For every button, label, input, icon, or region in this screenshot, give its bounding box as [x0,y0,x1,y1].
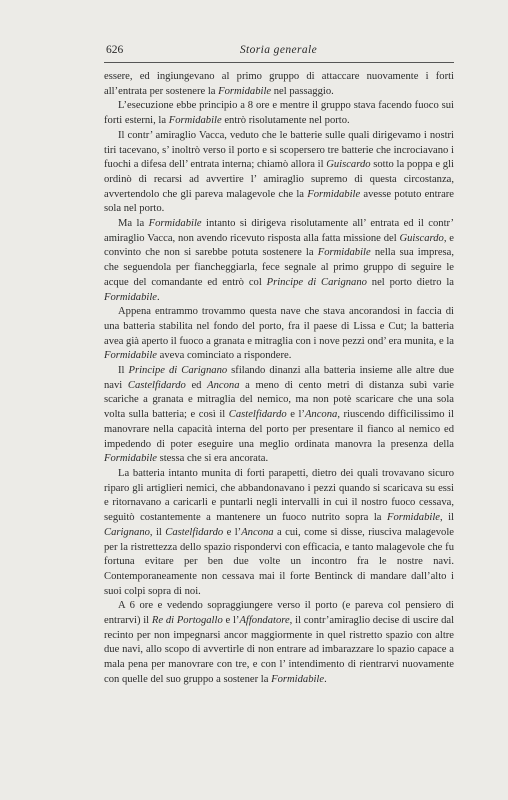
text-run: aveva cominciato a rispondere. [156,350,292,362]
ship-name: Formidabile [387,512,440,524]
page-number: 626 [106,44,124,56]
ship-name: Formidabile [148,218,202,230]
header-rule [104,62,454,63]
ship-name: Formidabile [307,188,361,200]
ship-name: Guiscardo [326,159,371,171]
text-run: , e convinto che non si sarebbe potuta sostenere la [104,232,455,259]
text-run: stessa che si era ancorata. [156,453,269,465]
text-run: La batteria intanto munita di forti parapetti, dietro dei quali trovavano sicuro riparo gli artiglieri nemici, che abbandonavano i pezzi quando si scaricava su essi e ritornavano a caricarli e puntarli negli intervalli in cui il nostro fuoco cessava, seguitò costantemente a mantenere un fuoco nutrito sopra la [104,467,454,524]
text-run: essere, ed ingiungevano al primo gruppo di attaccare nuovamente i forti all’entrata per sostenere la [104,71,454,97]
ship-name: Principe di Carignano [266,276,367,288]
paragraph [104,599,454,687]
ship-name: Castelfidardo [228,409,287,421]
text-run: e l’ [222,615,240,627]
text-run: Appena entrammo trovammo questa nave che stava ancorandosi in faccia di una batteria stabilita nel fondo del porto, fra il paese di Lissa e Cut; la batteria avea già aperto il fuoco a granata e mitraglia con i nove pezzi ond’ era munita, e la [104,306,454,347]
ship-name: Principe di Carignano [128,365,228,377]
ship-name: Re di Portogallo [151,615,223,627]
text-run: L’esecuzione ebbe principio a 8 ore e mentre il gruppo stava facendo fuoco sui forti esterni, la [104,100,454,127]
text-run: nel porto dietro la [366,276,454,288]
ship-name: Ancona [207,379,240,391]
text-run: . [156,291,160,303]
ship-name: Ancona [304,409,338,421]
text-run: a cui, come si disse, riusciva malagevole per la ristrettezza dello spazio rispondervi con efficacia, e tanto malagevole che fu fortuna evitare per ben due volte un incontro fra le nostre navi. Contemporaneamente non cessava mai il forte Bentinck di mandare dall’alto i suoi colpi sopra di noi. [104,526,454,597]
paragraph [104,467,454,599]
text-run: entrò risolutamente nel porto. [221,115,350,127]
paragraph [104,364,454,467]
ship-name: Carignano [104,526,150,538]
text-run: nella sua impresa, che seguendola per fiancheggiarla, fece segnale al primo gruppo di seguire le acque del comandante ed entrò col [104,247,454,288]
ship-name: Formidabile [317,247,371,259]
text-run: ed [185,379,208,391]
ship-name: Castelfidardo [165,526,224,538]
ship-name: Formidabile [104,350,157,362]
page-header [106,44,451,60]
paragraph [104,99,454,128]
ship-name: Formidabile [104,291,157,303]
ship-name: Ancona [241,526,274,538]
body-text [104,70,454,688]
text-run: A 6 ore e vedendo sopraggiungere verso il porto (e pareva col pensiero di entrarvi) il [104,600,454,627]
text-run: , il [439,512,454,524]
ship-name: Affondatore [239,615,290,627]
running-title: Storia generale [239,44,318,56]
text-run: Ma la [118,218,149,230]
paragraph [104,129,454,217]
text-run: sfilando dinanzi alla batteria insieme alle altre due navi [104,365,455,391]
text-run: , il [149,526,166,538]
text-run: , riuscendo difficilissimo il manovrare nella capacità interna del porto per presentare il fianco al nemico ed impedendo di poter eseguire una meglio ordinata manovra la presenza della [104,409,454,450]
paragraph [104,217,454,305]
paragraph [104,305,454,364]
ship-name: Formidabile [168,115,222,127]
text-run: e l’ [223,526,242,538]
paragraph [104,70,454,99]
ship-name: Formidabile [218,85,272,97]
text-run: a meno di cento metri di distanza subì varie scariche a granata e mitraglia del nemico, ma non potè scaricare che una sola volta sulla batteria; e così il [104,379,454,421]
text-run: nel passaggio. [271,85,334,97]
text-run: e l’ [286,409,305,421]
text-run: . [324,673,327,685]
ship-name: Guiscardo [399,232,444,244]
text-run: Il [118,365,129,377]
ship-name: Castelfidardo [127,379,186,391]
text-run: Il contr’ amiraglio Vacca, veduto che le batterie sulle quali dirigevamo i nostri tiri tacevano, s’ inoltrò verso il porto e si scopersero tre batterie che incrociavano i fuochi a difesa dell’ entrata interna; chiamò allora il [104,129,454,171]
text-run: intanto si dirigeva risolutamente all’ entrata ed il contr’ amiraglio Vacca, non avendo ricevuto risposta alla fatta missione del [104,218,454,244]
ship-name: Formidabile [271,673,325,685]
text-run: sotto la poppa e gli ordinò di recarsi ad avvertire l’ amiraglio supremo di questa circostanza, avvertendolo che gli pareva malagevole che la [104,159,454,200]
text-run: avesse potuto entrare sola nel porto. [104,188,455,215]
ship-name: Formidabile [104,453,157,465]
text-run: , il contr’amiraglio decise di uscire dal recinto per non impegnarsi ancor maggiormente in quel ristretto spazio con altre due navi, allo scopo di avvertirle di non entrare ad imbarazzare lo spazio capace a mala pena per manovrare con tre, e con l’ intendimento di rientrarvi nuovamente con quelle del suo gruppo a sostener la [104,615,455,685]
